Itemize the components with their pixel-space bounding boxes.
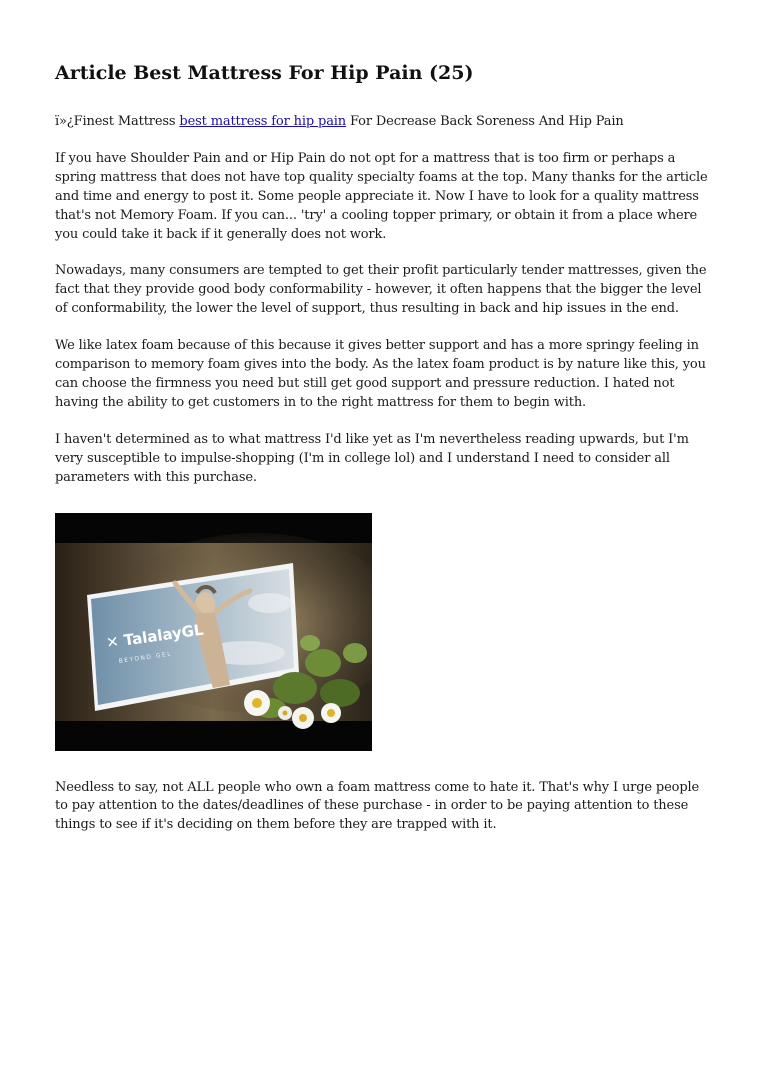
intro-text-after: For Decrease Back Soreness And Hip Pain: [346, 114, 624, 129]
intro-paragraph: [55, 113, 715, 132]
mattress-link[interactable]: best mattress for hip pain: [179, 114, 347, 129]
brand-tagline-text: BEYOND GEL: [118, 650, 173, 665]
promo-video-still: [55, 513, 372, 751]
paragraph-3: We like latex foam because of this because it gives better support and has a more springy feeling in comparison to memory foam gives into the body. As the latex foam product is by nature like this, you can choose the firmness you need but still get good support and pressure reduction. I hated not having the ability to get customers in to the right mattress for them to begin with.: [55, 338, 706, 410]
paragraph-4: I haven't determined as to what mattress I'd like yet as I'm nevertheless reading upwards, but I'm very susceptible to impulse-shopping (I'm in college lol) and I understand I need to consider all parameters with this purchase.: [55, 431, 689, 485]
brand-logo-text: ✕ TalalayGL: [105, 620, 205, 652]
paragraph-2: Nowadays, many consumers are tempted to get their profit particularly tender mattresses, given the fact that they provide good body conformability - however, it often happens that the bigger the level of conformability, the lower the level of support, thus resulting in back and hip issues in the end.: [55, 263, 707, 317]
intro-text-before: ï»¿Finest Mattress: [55, 114, 180, 129]
paragraph-1: If you have Shoulder Pain and or Hip Pain do not opt for a mattress that is too firm or perhaps a spring mattress that does not have top quality specialty foams at the top. Many thanks for the article and time and energy to post it. Some people appreciate it. Now I have to look for a quality mattress that's not Memory Foam. If you can... 'try' a cooling topper primary, or obtain it from a place where you could take it back if it generally does not work.: [55, 150, 708, 242]
article-page: [55, 58, 715, 853]
letterbox-bottom: [55, 721, 372, 751]
article-title: Article Best Mattress For Hip Pain (25): [55, 62, 474, 84]
closing-paragraph: Needless to say, not ALL people who own a foam mattress come to hate it. That's why I urge people to pay attention to the dates/deadlines of these purchase - in order to be paying attention to these things to see if it's deciding on them before they are trapped with it.: [55, 779, 700, 833]
